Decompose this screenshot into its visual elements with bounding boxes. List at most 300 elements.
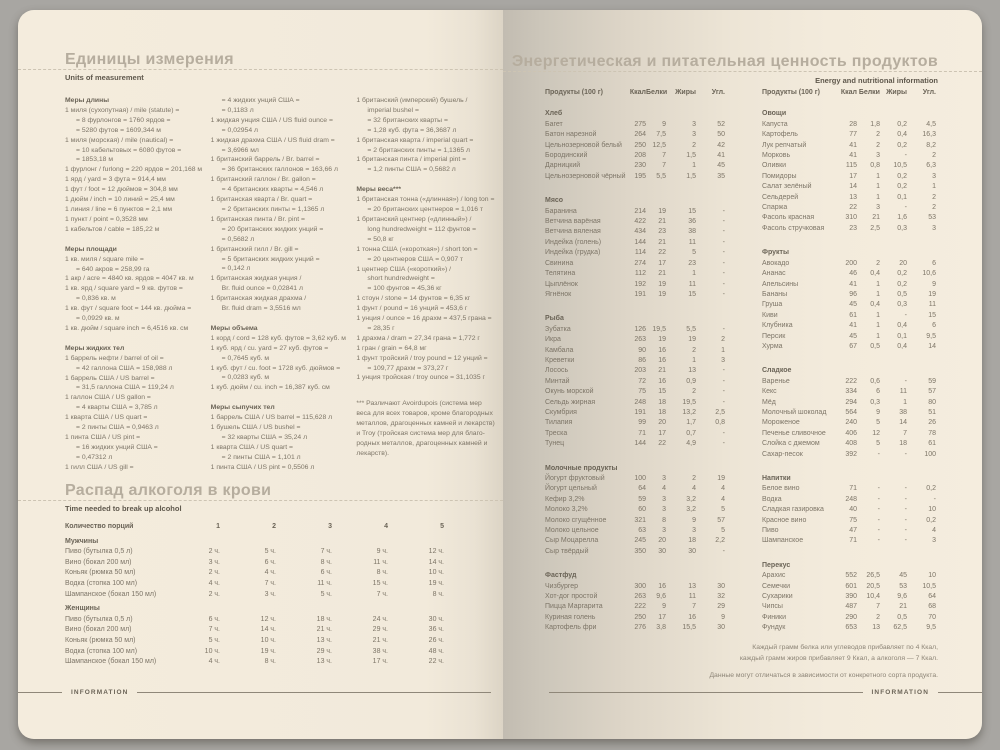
food-row (545, 217, 725, 227)
alcohol-hours-cell: 7 ч. (376, 590, 388, 598)
food-value-cell: - (904, 450, 907, 458)
units-block-heading: Меры сыпучих тел (210, 404, 275, 412)
food-value-cell: - (904, 152, 907, 160)
food-row (545, 356, 725, 366)
food-row (545, 505, 725, 515)
food-value-cell: 18 (658, 398, 666, 406)
food-row (762, 613, 936, 623)
alcohol-hours-cell: 13 ч. (316, 658, 332, 666)
food-value-cell: 16 (658, 346, 666, 354)
food-value-cell: 1,6 (897, 214, 907, 222)
food-value-cell: 40 (849, 506, 857, 514)
food-value-cell: 59 (638, 495, 646, 503)
units-block-heading: Меры жидких тел (65, 344, 125, 352)
food-value-cell: 2 (932, 152, 936, 160)
food-value-cell: 7,5 (656, 131, 666, 139)
food-value-cell: 3,2 (686, 495, 696, 503)
food-value-cell: - (877, 506, 880, 514)
alcohol-hours-cell: 3 ч. (208, 558, 220, 566)
food-value-cell: 9 (876, 408, 880, 416)
food-value-cell: - (722, 398, 725, 406)
food-value-cell: 38 (688, 228, 696, 236)
units-line: 1 британский баррель / Br. barrel = (210, 156, 320, 164)
food-value-cell: 4,5 (926, 120, 936, 128)
food-value-cell: 195 (634, 172, 646, 180)
food-row (545, 161, 725, 171)
food-value-cell: 350 (634, 547, 646, 555)
units-line: = 4 британских кварты = 4,546 л (221, 186, 324, 194)
food-value-cell: 2 (876, 259, 880, 267)
food-value-cell: 263 (634, 593, 646, 601)
food-value-cell: 5 (721, 527, 725, 535)
food-product-label: Арахис (762, 572, 786, 580)
alcohol-hours-cell: 11 ч. (317, 579, 332, 587)
food-value-cell: 1 (903, 398, 907, 406)
food-value-cell: 50 (717, 131, 725, 139)
food-value-cell: 222 (845, 377, 857, 385)
food-value-cell: 16 (658, 356, 666, 364)
nutrition-section-title: Энергетическая и питательная ценность продуктов (511, 53, 938, 70)
food-value-cell: 11 (688, 593, 696, 601)
food-value-cell: - (933, 495, 936, 503)
food-value-cell: 41 (849, 141, 857, 149)
food-value-cell: 7 (692, 603, 696, 611)
alcohol-drink-label: Шампанское (бокал 150 мл) (65, 590, 157, 598)
food-value-cell: 144 (634, 238, 646, 246)
food-value-cell: 19 (658, 336, 666, 344)
food-value-cell: 0,8 (870, 162, 880, 170)
food-value-cell: - (877, 537, 880, 545)
food-value-cell: 13 (688, 582, 696, 590)
food-value-cell: 7 (662, 162, 666, 170)
units-block (65, 344, 204, 473)
food-value-cell: 6,3 (926, 162, 936, 170)
food-value-cell: 30 (717, 624, 725, 632)
food-value-cell: - (722, 367, 725, 375)
food-value-cell: - (904, 485, 907, 493)
alcohol-group-heading: Женщины (65, 605, 100, 613)
food-value-cell: 14 (899, 419, 907, 427)
food-value-cell: 3 (932, 172, 936, 180)
alcohol-section-subtitle: Time needed to break up alcohol (65, 504, 182, 513)
food-value-cell: 0,2 (897, 183, 907, 191)
food-value-cell: 240 (845, 419, 857, 427)
food-product-label: Ветчина вяленая (545, 228, 601, 236)
units-line: 1 фунт / pound = 16 унций = 453,6 г (356, 305, 468, 313)
alcohol-row (65, 568, 444, 579)
food-value-cell: - (722, 429, 725, 437)
food-value-cell: 19 (658, 207, 666, 215)
food-value-cell: 19 (658, 290, 666, 298)
alcohol-hours-cell: 30 ч. (428, 615, 444, 623)
food-value-cell: 16 (658, 377, 666, 385)
units-line: 1 баррель США / US barrel = 115,628 л (210, 414, 333, 422)
food-value-cell: 0,4 (897, 342, 907, 350)
food-product-label: Клубника (762, 322, 793, 330)
food-value-cell: 6 (932, 322, 936, 330)
food-row (545, 259, 725, 269)
food-value-cell: 15 (928, 311, 936, 319)
alcohol-row (65, 625, 444, 636)
food-value-cell: 18 (899, 440, 907, 448)
units-line: 1 миля (морская) / mile (nautical) = (65, 136, 174, 144)
units-line: 1 британская кварта / imperial quart = (356, 136, 474, 144)
alcohol-hours-cell: 5 ч. (320, 590, 332, 598)
units-line: 1 унция / ounce = 16 драхм = 437,5 грана = (356, 315, 492, 323)
units-line: 1 стоун / stone = 14 фунтов = 6,35 кг (356, 295, 471, 303)
units-line: = 0,5682 л (221, 235, 255, 243)
alcohol-hours-cell: 21 ч. (372, 636, 388, 644)
food-value-cell: 11 (928, 301, 936, 309)
food-value-cell: 144 (634, 440, 646, 448)
nutrition-section-subtitle: Energy and nutritional information (815, 76, 938, 85)
food-row (762, 141, 936, 151)
food-value-cell: 1,5 (686, 172, 696, 180)
food-product-label: Сыр твёрдый (545, 547, 589, 555)
food-product-label: Картофель фри (545, 624, 597, 632)
units-line: = 4 жидких унций США = (221, 97, 300, 104)
food-value-cell: 19 (928, 290, 936, 298)
food-value-cell: 2,2 (715, 537, 725, 545)
food-product-label: Ананас (762, 270, 786, 278)
food-header-product: Продукты (100 г) (545, 89, 603, 96)
units-column (356, 96, 495, 473)
food-value-cell: 72 (638, 377, 646, 385)
food-row (545, 248, 725, 258)
food-value-cell: 23 (688, 259, 696, 267)
food-product-label: Камбала (545, 346, 574, 354)
alcohol-hours-cell: 8 ч. (432, 590, 444, 598)
food-value-cell: - (722, 325, 725, 333)
note-line: Каждый грамм белка или углеводов прибавляет по 4 Ккал, (752, 644, 938, 651)
food-value-cell: - (722, 228, 725, 236)
alcohol-drink-label: Пиво (бутылка 0,5 л) (65, 615, 133, 623)
units-line: 1 фут / foot = 12 дюймов = 304,8 мм (65, 186, 178, 194)
alcohol-portion-col: 5 (440, 523, 444, 530)
food-product-label: Треска (545, 429, 568, 437)
food-value-cell: 11 (688, 280, 696, 288)
units-line: *** Различают Avoirdupois (система мер (356, 400, 482, 408)
units-columns (65, 96, 495, 473)
food-value-cell: 86 (638, 356, 646, 364)
food-product-label: Цельнозерновой чёрный (545, 172, 626, 180)
alcohol-hours-cell: 8 ч. (320, 558, 332, 566)
food-value-cell: - (722, 207, 725, 215)
units-line: родных металлов, драгоценных камней и (356, 440, 488, 447)
food-row (545, 346, 725, 356)
food-product-label: Лосось (545, 367, 569, 375)
units-line: 1 баррель США / US barrel = (65, 374, 155, 382)
units-line: 1 бушель США / US bushel = (210, 424, 301, 432)
alcohol-hours-cell: 12 ч. (260, 615, 276, 623)
units-line: 1 ярд / yard = 3 фута = 914,4 мм (65, 176, 166, 184)
food-section-heading: Сладкое (762, 367, 792, 375)
food-product-label: Печенье сливочное (762, 429, 826, 437)
food-value-cell: 3 (662, 506, 666, 514)
food-product-label: Цельнозерновой белый (545, 141, 622, 149)
food-value-cell: 22 (849, 204, 857, 212)
units-line: = 20 центнеров США = 0,907 т (367, 255, 464, 263)
food-value-cell: 13 (688, 367, 696, 375)
food-value-cell: 21 (899, 603, 907, 611)
food-value-cell: 57 (717, 516, 725, 524)
units-line: = 31,5 галлона США = 119,24 л (76, 384, 174, 392)
food-row (762, 203, 936, 213)
food-value-cell: 0,2 (897, 141, 907, 149)
food-value-cell: 9 (662, 120, 666, 128)
food-product-label: Красное вино (762, 516, 807, 524)
food-value-cell: 0,2 (926, 485, 936, 493)
food-value-cell: 22 (658, 440, 666, 448)
alcohol-portion-col: 4 (384, 523, 388, 530)
food-section-heading: Перекус (762, 561, 791, 569)
units-block (356, 185, 495, 383)
right-page-footer (503, 689, 982, 696)
food-value-cell: 16,3 (922, 131, 936, 139)
alcohol-portion-col: 2 (272, 523, 276, 530)
food-product-label: Молоко цельное (545, 527, 599, 535)
food-product-label: Лук репчатый (762, 141, 807, 149)
food-value-cell: 67 (849, 342, 857, 350)
units-line: 1 унция тройская / troy ounce = 31,1035 г (356, 374, 485, 382)
food-row (545, 495, 725, 505)
units-line: Br. fluid dram = 3,5516 мл (221, 305, 301, 313)
units-line: 1 кв. ярд / square yard = 9 кв. футов = (65, 285, 183, 293)
food-value-cell: 99 (638, 419, 646, 427)
food-value-cell: 1 (721, 346, 725, 354)
food-value-cell: 21 (658, 367, 666, 375)
units-line: = 1,2 пинты США = 0,5682 л (367, 166, 456, 174)
food-value-cell: 10,4 (866, 593, 880, 601)
food-value-cell: - (877, 527, 880, 535)
alcohol-hours-cell: 29 ч. (372, 626, 388, 634)
food-row (762, 516, 936, 526)
food-product-label: Белое вино (762, 485, 800, 493)
food-row (545, 141, 725, 151)
units-line: = 42 галлона США = 158,988 л (76, 364, 173, 372)
food-value-cell: 248 (634, 398, 646, 406)
units-line: 1 центнер США («короткий») / (356, 265, 452, 273)
food-product-label: Креветки (545, 356, 575, 364)
food-row (545, 408, 725, 418)
units-line: 1 кв. миля / square mile = (65, 255, 144, 263)
food-value-cell: 10,5 (893, 162, 907, 170)
food-row (762, 120, 936, 130)
food-product-label: Чизбургер (545, 582, 579, 590)
food-value-cell: 46 (849, 270, 857, 278)
food-value-cell: - (904, 537, 907, 545)
food-value-cell: - (904, 311, 907, 319)
footer-rule (938, 692, 982, 693)
food-row (762, 387, 936, 397)
food-value-cell: 12 (872, 429, 880, 437)
food-value-cell: 115 (845, 162, 857, 170)
food-product-label: Сельдерей (762, 193, 799, 201)
food-product-label: Сладкая газировка (762, 506, 824, 514)
food-value-cell: 61 (849, 311, 857, 319)
food-value-cell: 0,5 (897, 613, 907, 621)
food-product-label: Мёд (762, 398, 776, 406)
food-value-cell: - (877, 450, 880, 458)
food-row (762, 213, 936, 223)
food-value-cell: 2 (876, 613, 880, 621)
food-value-cell: - (722, 440, 725, 448)
food-product-label: Свинина (545, 259, 574, 267)
food-row (762, 290, 936, 300)
food-row (545, 547, 725, 557)
food-value-cell: 75 (638, 388, 646, 396)
food-row (762, 450, 936, 460)
alcohol-portion-col: 1 (216, 523, 220, 530)
food-row (545, 227, 725, 237)
food-value-cell: 11 (899, 388, 907, 396)
food-header-col: Ккал (629, 89, 646, 96)
food-value-cell: 5,5 (686, 325, 696, 333)
alcohol-hours-cell: 22 ч. (428, 658, 444, 666)
food-value-cell: 21 (658, 218, 666, 226)
units-line: 1 кв. дюйм / square inch = 6,4516 кв. см (65, 324, 189, 332)
food-value-cell: 20,5 (866, 582, 880, 590)
food-value-cell: 0,3 (870, 398, 880, 406)
food-value-cell: - (722, 259, 725, 267)
units-line: = 0,142 л (221, 265, 251, 273)
food-value-cell: 3 (662, 527, 666, 535)
alcohol-drink-label: Водка (стопка 100 мл) (65, 579, 138, 587)
food-product-label: Скумбрия (545, 408, 577, 416)
units-line: 1 фурлонг / furlong = 220 ярдов = 201,168 м (65, 166, 203, 174)
food-value-cell: 10 (928, 506, 936, 514)
units-line: 1 куб. дюйм / cu. inch = 16,387 куб. см (210, 384, 330, 392)
units-block (356, 96, 495, 175)
alcohol-row (65, 636, 444, 647)
food-row (545, 536, 725, 546)
food-product-label: Икра (545, 336, 561, 344)
food-value-cell: - (722, 377, 725, 385)
food-product-label: Кекс (762, 388, 777, 396)
food-row (545, 280, 725, 290)
food-value-cell: 19 (688, 336, 696, 344)
footer-rule (137, 692, 491, 693)
food-product-label: Цыплёнок (545, 280, 578, 288)
food-product-label: Фундук (762, 624, 786, 632)
food-product-label: Капуста (762, 120, 788, 128)
alcohol-hours-cell: 17 ч. (372, 658, 388, 666)
food-product-label: Йогурт цельный (545, 485, 597, 493)
food-value-cell: 487 (845, 603, 857, 611)
units-line: 1 галлон США / US gallon = (65, 394, 151, 402)
food-value-cell: 11 (688, 238, 696, 246)
food-value-cell: 20 (899, 259, 907, 267)
food-value-cell: 3,8 (656, 624, 666, 632)
food-value-cell: 15,5 (682, 624, 696, 632)
food-value-cell: 245 (634, 537, 646, 545)
food-value-cell: 0,8 (715, 419, 725, 427)
food-value-cell: 20 (658, 419, 666, 427)
food-product-label: Зубатка (545, 325, 571, 333)
food-row (762, 193, 936, 203)
units-line: = 36 британских галлонов = 163,66 л (221, 166, 338, 174)
food-value-cell: 14 (849, 183, 857, 191)
food-value-cell: - (904, 377, 907, 385)
units-line: 1 британский галлон / Br. gallon = (210, 176, 316, 184)
alcohol-hours-cell: 11 ч. (373, 558, 388, 566)
food-value-cell: 57 (928, 388, 936, 396)
food-value-cell: 390 (845, 593, 857, 601)
food-value-cell: 29 (717, 603, 725, 611)
food-value-cell: 17 (658, 259, 666, 267)
units-line: = 3,6966 мл (221, 146, 259, 154)
food-row (762, 623, 936, 633)
units-line: = 2 британских пинты = 1,1365 л (367, 146, 470, 154)
food-row (545, 592, 725, 602)
food-product-label: Слойка с джемом (762, 440, 820, 448)
food-value-cell: - (722, 218, 725, 226)
food-value-cell: 3 (662, 495, 666, 503)
food-row (762, 300, 936, 310)
units-line: 1 акр / acre = 4840 кв. ярдов = 4047 кв. м (65, 275, 194, 283)
units-block-heading: Меры веса*** (356, 186, 401, 194)
alcohol-hours-cell: 2 ч. (208, 548, 220, 556)
units-line: = 0,47312 л (76, 453, 113, 461)
units-line: 1 жидкая драхма США / US fluid dram = (210, 136, 335, 144)
food-product-label: Пиво (762, 527, 779, 535)
food-value-cell: 13 (872, 624, 880, 632)
food-value-cell: 2 (932, 193, 936, 201)
food-value-cell: 1 (876, 322, 880, 330)
food-value-cell: 2 (876, 141, 880, 149)
food-row (545, 290, 725, 300)
food-row (762, 342, 936, 352)
food-value-cell: 80 (928, 398, 936, 406)
units-line: = 2 пинты США = 0,9463 л (76, 424, 159, 432)
food-value-cell: 250 (634, 613, 646, 621)
units-line: веса для всех товаров, кроме благородных (356, 410, 493, 418)
food-value-cell: - (722, 388, 725, 396)
food-value-cell: 0,1 (897, 193, 907, 201)
alcohol-hours-cell: 7 ч. (320, 548, 332, 556)
units-line: = 32 кварты США = 35,24 л (221, 434, 308, 441)
food-value-cell: 0,3 (897, 224, 907, 232)
food-row (545, 325, 725, 335)
food-row (545, 484, 725, 494)
food-value-cell: 71 (849, 485, 857, 493)
alcohol-section-title: Распад алкоголя в крови (65, 482, 272, 499)
units-line: = 5280 футов = 1609,344 м (76, 126, 161, 134)
units-column (65, 96, 204, 473)
food-value-cell: 263 (634, 336, 646, 344)
food-product-label: Пицца Маргарита (545, 603, 603, 611)
food-product-label: Апельсины (762, 280, 799, 288)
units-line: 1 фунт тройский / troy pound = 12 унций = (356, 354, 488, 362)
food-value-cell: 406 (845, 429, 857, 437)
food-value-cell: 68 (928, 603, 936, 611)
food-value-cell: - (877, 495, 880, 503)
food-value-cell: 61 (928, 440, 936, 448)
food-value-cell: 15 (688, 290, 696, 298)
food-value-cell: 13,2 (682, 408, 696, 416)
units-line: и Troy (тройская система мер для благо- (356, 430, 485, 438)
food-value-cell: 2 (692, 475, 696, 482)
food-row (545, 516, 725, 526)
food-section-heading: Рыба (545, 315, 564, 323)
food-product-label: Индейка (грудка) (545, 249, 601, 257)
food-product-label: Морковь (762, 152, 791, 160)
food-value-cell: 250 (634, 141, 646, 149)
alcohol-row (65, 647, 444, 658)
food-value-cell: 4,9 (686, 440, 696, 448)
food-row (762, 408, 936, 418)
units-line: 1 пинта США / US pint = (65, 434, 141, 441)
